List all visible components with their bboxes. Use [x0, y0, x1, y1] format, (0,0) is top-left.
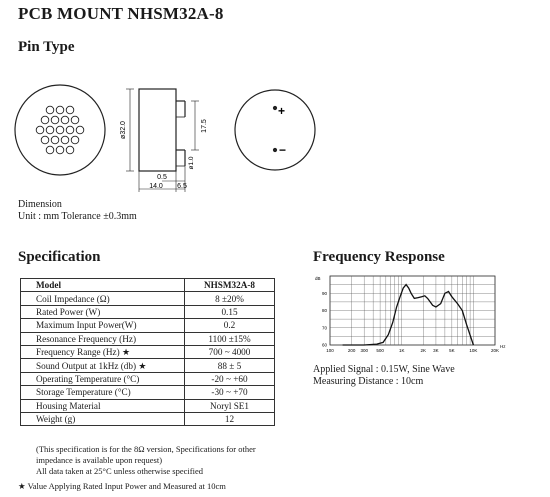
- temperature-note: All data taken at 25°C unless otherwise specified: [36, 466, 203, 476]
- table-row: [21, 305, 275, 318]
- specification-heading: Specification: [18, 249, 101, 265]
- table-row: [21, 412, 275, 425]
- x-tick-label: 10K: [469, 348, 478, 353]
- frequency-response-chart: [308, 270, 508, 360]
- dim-140-label: 14.0: [149, 183, 163, 190]
- model-value: NHSM32A-8: [185, 279, 275, 292]
- x-tick-label: 3K: [433, 348, 439, 353]
- grille-hole: [41, 116, 49, 124]
- grille-hole: [51, 116, 59, 124]
- table-row: [21, 292, 275, 305]
- measuring-distance: Measuring Distance : 10cm: [313, 376, 424, 387]
- page-title: PCB MOUNT NHSM32A-8: [18, 4, 224, 23]
- grille-hole: [36, 126, 44, 134]
- grille-hole: [56, 106, 64, 114]
- grille-hole: [56, 146, 64, 154]
- dim-05-label: 0.5: [157, 174, 167, 181]
- row-label: Sound Output at 1kHz (db) ★: [21, 359, 185, 372]
- grille-hole: [46, 126, 54, 134]
- speaker-front-view: [15, 85, 105, 175]
- row-label: Operating Temperature (°C): [21, 372, 185, 385]
- y-axis-unit: dB: [315, 276, 321, 281]
- y-tick-label: 80: [321, 308, 327, 313]
- grille-hole: [46, 146, 54, 154]
- dimension-label: Dimension: [18, 199, 62, 210]
- pin-type-heading: Pin Type: [18, 39, 75, 55]
- x-tick-label: 20K: [490, 348, 500, 353]
- row-label: Weight (g): [21, 412, 185, 425]
- row-value: 12: [185, 412, 275, 425]
- row-label: Housing Material: [21, 399, 185, 412]
- grille-hole: [41, 136, 49, 144]
- tolerance-label: Unit : mm Tolerance ±0.3mm: [18, 211, 137, 222]
- table-row: [21, 386, 275, 399]
- x-tick-label: 5K: [449, 348, 455, 353]
- row-value: 88 ± 5: [185, 359, 275, 372]
- row-value: 700 ~ 4000: [185, 345, 275, 358]
- table-row: [21, 372, 275, 385]
- grille-hole: [61, 136, 69, 144]
- row-value: 0.15: [185, 305, 275, 318]
- table-header-row: [21, 279, 275, 292]
- impedance-note: (This specification is for the 8Ω version, Specifications for other impedance is available upon request): [36, 444, 256, 465]
- y-tick-label: 70: [321, 325, 327, 331]
- row-label: Coil Impedance (Ω): [21, 292, 185, 305]
- grille-hole: [56, 126, 64, 134]
- row-label: Resonance Frequency (Hz): [21, 332, 185, 345]
- table-row: [21, 332, 275, 345]
- star-note: ★ Value Applying Rated Input Power and Measured at 10cm: [18, 481, 226, 491]
- grille-hole: [66, 126, 74, 134]
- table-row: [21, 359, 275, 372]
- row-value: 1100 ±15%: [185, 332, 275, 345]
- table-row: [21, 399, 275, 412]
- row-value: 0.2: [185, 319, 275, 332]
- x-tick-label: 500: [376, 348, 384, 353]
- response-curve: [343, 285, 474, 345]
- x-axis-unit: Hz: [500, 344, 506, 349]
- dimension-drawing: [0, 0, 550, 245]
- row-value: -30 ~ +70: [185, 386, 275, 399]
- row-label: Storage Temperature (°C): [21, 386, 185, 399]
- grille-hole: [51, 136, 59, 144]
- row-label: Maximum Input Power(W): [21, 319, 185, 332]
- grille-hole: [66, 106, 74, 114]
- x-tick-label: 300: [360, 348, 368, 353]
- specification-table: [20, 278, 275, 426]
- grille-hole: [71, 136, 79, 144]
- x-tick-label: 200: [347, 348, 356, 353]
- positive-terminal-icon: +: [278, 104, 286, 118]
- dim-65-label: 6.5: [177, 183, 187, 190]
- dim-diameter-label: ø32.0: [120, 121, 127, 139]
- x-tick-label: 100: [326, 348, 334, 353]
- grille-hole: [46, 106, 54, 114]
- negative-terminal-icon: −: [279, 143, 287, 157]
- grille-hole: [61, 116, 69, 124]
- row-label: Rated Power (W): [21, 305, 185, 318]
- grille-hole: [66, 146, 74, 154]
- table-row: [21, 319, 275, 332]
- grille-hole: [71, 116, 79, 124]
- y-tick-label: 60: [321, 342, 327, 348]
- row-label: Frequency Range (Hz) ★: [21, 345, 185, 358]
- row-value: 8 ±20%: [185, 292, 275, 305]
- applied-signal: Applied Signal : 0.15W, Sine Wave: [313, 364, 455, 375]
- row-value: Noryl SE1: [185, 399, 275, 412]
- y-tick-label: 90: [321, 290, 327, 296]
- dim-pin-label: ø1.0: [188, 156, 195, 170]
- x-tick-label: 1K: [398, 348, 405, 353]
- x-tick-label: 2K: [420, 348, 427, 353]
- speaker-back-view: [235, 90, 315, 170]
- grille-hole: [76, 126, 84, 134]
- frequency-response-heading: Frequency Response: [313, 249, 445, 265]
- model-label: Model: [21, 279, 185, 292]
- table-row: [21, 345, 275, 358]
- dim-height-label: 17.5: [201, 119, 208, 133]
- row-value: -20 ~ +60: [185, 372, 275, 385]
- applied-signal-text: [313, 364, 455, 388]
